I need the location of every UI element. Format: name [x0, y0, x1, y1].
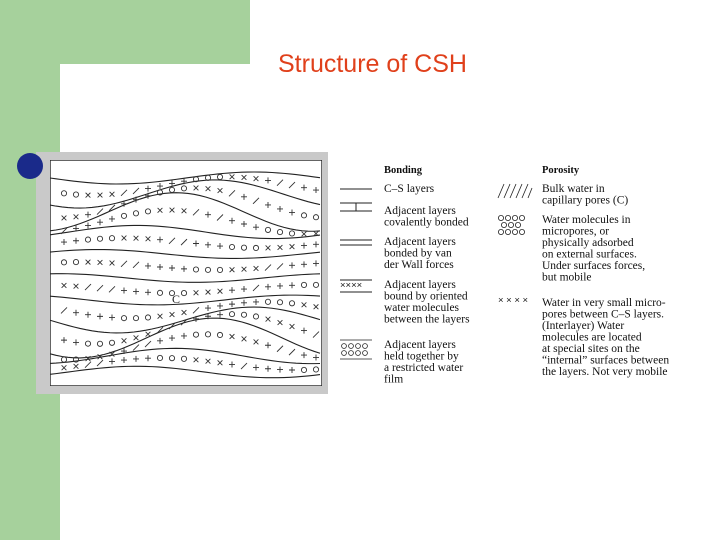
porosity-item-line: Under surfaces forces,: [542, 260, 646, 272]
porosity-item-line: but mobile: [542, 271, 592, 284]
porosity-item-line: capillary pores (C): [542, 194, 629, 207]
porosity-item-line: on external surfaces.: [542, 248, 637, 261]
bonding-item-line: C–S layers: [384, 183, 435, 195]
bonding-item-line: Adjacent layers: [384, 205, 456, 217]
bonding-heading: Bonding: [384, 165, 422, 176]
bullet-icon: [17, 153, 43, 179]
porosity-item-line: physically adsorbed: [542, 237, 634, 249]
bonding-item-line: covalently bonded: [384, 216, 469, 229]
porosity-item-line: micropores, or: [542, 225, 610, 238]
porosity-item-line: “internal” surfaces between: [542, 354, 670, 367]
porosity-item-line: Water molecules in: [542, 214, 631, 226]
csh-structure-diagram: [50, 160, 322, 386]
bonding-item-line: film: [384, 373, 404, 386]
bonding-item-line: Adjacent layers: [384, 236, 456, 248]
bonding-item-line: bound by oriented: [384, 290, 468, 303]
porosity-heading: Porosity: [542, 165, 580, 176]
slide-title: Structure of CSH: [278, 50, 467, 78]
bonding-item-line: Adjacent layers: [384, 279, 456, 291]
bonding-item-line: der Wall forces: [384, 259, 454, 271]
porosity-item-line: Bulk water in: [542, 183, 605, 195]
porosity-item-line: molecules are located: [542, 331, 642, 344]
capillary-pore-label: C: [172, 292, 181, 306]
bonding-item-line: between the layers: [384, 313, 470, 326]
porosity-item-line: Water in very small micro-: [542, 297, 666, 309]
bonding-item-line: water molecules: [384, 302, 460, 314]
bonding-item-line: bonded by van: [384, 247, 452, 260]
porosity-item-line: at special sites on the: [542, 343, 640, 355]
top-accent-band: [60, 0, 250, 64]
diagram-legend: [328, 152, 703, 394]
bonding-item-line: Adjacent layers: [384, 339, 456, 351]
porosity-item-line: (Interlayer) Water: [542, 320, 625, 332]
porosity-item-line: the layers. Not very mobile: [542, 366, 668, 378]
interlayer-water-symbol: × × × ×: [498, 295, 529, 306]
bonding-item-line: a restricted water: [384, 362, 464, 374]
porosity-item-line: pores between C–S layers.: [542, 308, 664, 321]
bonding-item-line: held together by: [384, 350, 459, 363]
oriented-water-marks: ××××: [340, 280, 363, 291]
